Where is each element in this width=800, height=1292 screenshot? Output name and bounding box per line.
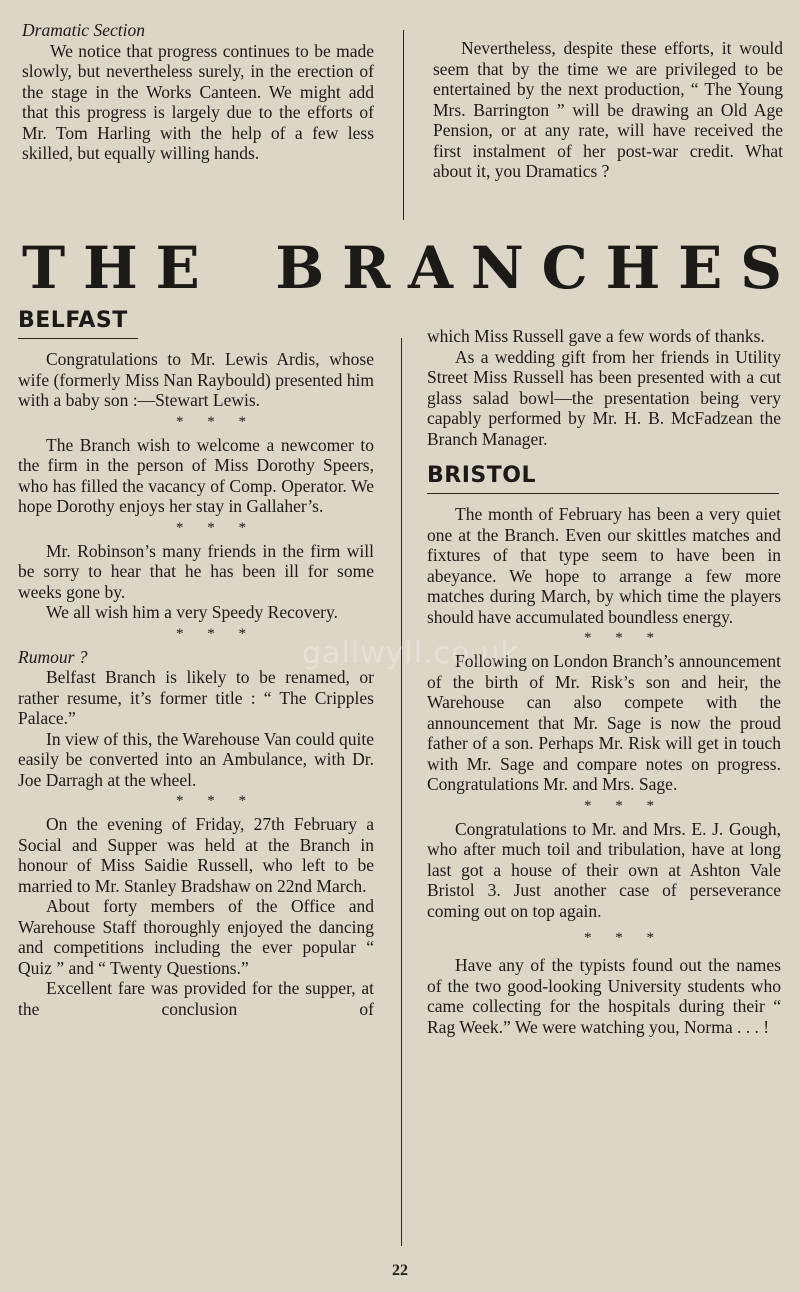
- section-separator: * * *: [584, 930, 664, 946]
- title-letter: E: [155, 234, 200, 302]
- paragraph: About forty members of the Office and Warehouse Staff thoroughly enjoyed the dancing and competitions including the ever popular “ Quiz ” and “ Twenty Questions.”: [18, 896, 374, 978]
- title-letter: B: [275, 234, 325, 302]
- title-letter: E: [678, 234, 723, 302]
- section-separator: * * *: [584, 797, 664, 814]
- paragraph: Congratulations to Mr. Lewis Ardis, whose wife (formerly Miss Nan Raybould) presented him with a baby son :—Stewart Lewis.: [18, 349, 374, 410]
- paragraph: As a wedding gift from her friends in Utility Street Miss Russell has been presented with a cut glass salad bowl—the presentation being very capably performed by Mr. H. B. McFadzean the Branch Manager.: [427, 346, 781, 449]
- paragraph: Have any of the typists found out the names of the two good-looking University students who came collecting for the hospitals during their “ Rag Week.” We were watching you, Norma . . . !: [427, 955, 781, 1037]
- section-title: Dramatic Section: [22, 20, 145, 40]
- bristol-heading-rule: [427, 493, 779, 494]
- belfast-heading: BELFAST: [18, 308, 128, 333]
- paragraph: We all wish him a very Speedy Recovery.: [46, 602, 338, 622]
- paragraph: In view of this, the Warehouse Van could quite easily be converted into an Ambulance, with Dr. Joe Darragh at the wheel.: [18, 728, 374, 790]
- paragraph: Excellent fare was provided for the supper, at the conclusion of: [18, 978, 374, 1019]
- paragraph: On the evening of Friday, 27th February a Social and Supper was held at the Branch in honour of Miss Saidie Russell, who left to be married to Mr. Stanley Bradshaw on 22nd March.: [18, 814, 374, 896]
- page-title: [22, 233, 782, 303]
- rumour-label: Rumour ?: [18, 646, 88, 667]
- page-number: 22: [392, 1262, 408, 1279]
- section-separator: * * *: [176, 413, 256, 430]
- dramatic-section-column: [22, 20, 374, 164]
- section-separator: * * *: [176, 793, 256, 809]
- paragraph: Belfast Branch is likely to be renamed, or rather resume, it’s former title : “ The Cripples Palace.”: [18, 667, 374, 728]
- paragraph: Mr. Robinson’s many friends in the firm will be sorry to hear that he has been ill for some weeks gone by.: [18, 540, 374, 602]
- title-letter: H: [605, 234, 661, 302]
- title-letter: A: [408, 234, 454, 302]
- paragraph: Nevertheless, despite these efforts, it would seem that by the time we are privileged to be entertained by the next production, “ The Young Mrs. Barrington ” will be drawing an Old Age Pension, or at any rate, will have received the first instalment of her post-war credit. What about it, you Dramatics ?: [433, 38, 783, 181]
- dramatic-section-continued-column: [433, 38, 783, 182]
- paragraph: The month of February has been a very quiet one at the Branch. Even our skittles matches and fixtures of that type seem to have been in abeyance. We hope to arrange a few more matches during March, by which time the players should have accumulated boundless energy.: [427, 504, 781, 627]
- right-column: [427, 326, 781, 1037]
- section-separator: * * *: [176, 625, 256, 642]
- title-letter: T: [22, 234, 66, 302]
- section-separator: * * *: [176, 519, 256, 536]
- belfast-column: [18, 308, 374, 1019]
- column-divider-bottom: [401, 338, 402, 1246]
- paragraph: Congratulations to Mr. and Mrs. E. J. Gough, who after much toil and tribulation, have at long last got a house of their own at Ashton Vale Bristol 3. Just another case of perseverance coming out on top again.: [427, 818, 781, 921]
- title-letter: S: [740, 234, 782, 302]
- title-space: [218, 233, 258, 303]
- watermark-text: gallwyll.co.uk: [302, 636, 519, 671]
- paragraph: We notice that progress continues to be made slowly, but nevertheless surely, in the erection of the stage in the Works Canteen. We might add that this progress is largely due to the efforts of Mr. Tom Harling with the help of a few less skilled, but equally willing hands.: [22, 40, 374, 163]
- bristol-heading: BRISTOL: [427, 463, 536, 488]
- section-separator: * * *: [584, 630, 664, 646]
- title-letter: N: [470, 234, 524, 302]
- title-letter: C: [541, 234, 588, 302]
- title-letter: H: [82, 234, 138, 302]
- column-divider-top: [403, 30, 404, 220]
- paragraph: The Branch wish to welcome a newcomer to the firm in the person of Miss Dorothy Speers, who has filled the vacancy of Comp. Operator. We hope Dorothy enjoys her stay in Gallaher’s.: [18, 434, 374, 516]
- title-letter: R: [342, 234, 391, 302]
- paragraph: Following on London Branch’s announcement of the birth of Mr. Risk’s son and heir, the Warehouse can also compete with the announcement that Mr. Sage is now the proud father of a son. Perhaps Mr. Risk will get in touch with Mr. Sage and compare notes on progress. Congratulations Mr. and Mrs. Sage.: [427, 651, 781, 794]
- belfast-heading-rule: [18, 338, 138, 339]
- paragraph: which Miss Russell gave a few words of thanks.: [427, 326, 765, 346]
